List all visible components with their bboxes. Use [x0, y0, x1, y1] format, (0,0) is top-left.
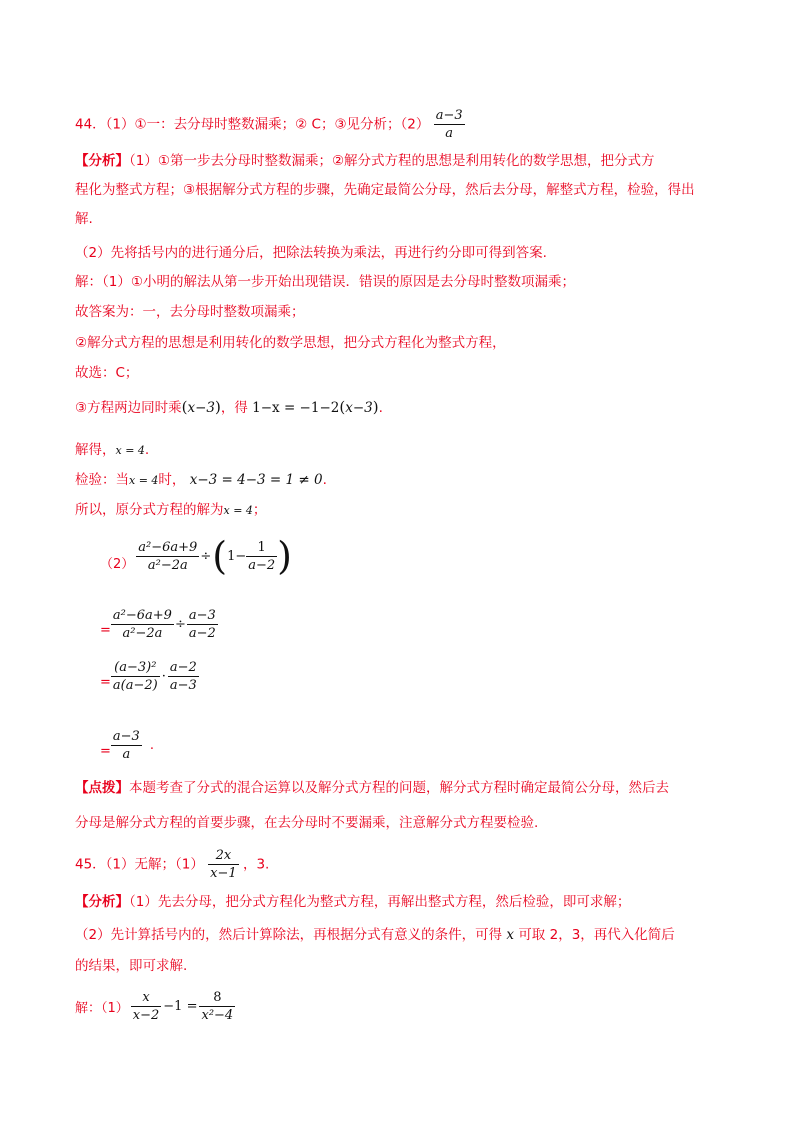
q45-head-text: ，3.	[242, 856, 270, 873]
q45-answer-fraction	[208, 847, 239, 882]
math-expression: x−3	[187, 400, 215, 416]
fraction-numerator: 8	[213, 989, 222, 1005]
q44-solution-3: ②解分式方程的思想是利用转化的数学思想，把分式方程化为整式方程，	[75, 335, 506, 351]
equals-sign: =	[100, 622, 111, 638]
fraction	[168, 659, 199, 694]
analysis-tag: 【分析】	[75, 153, 129, 169]
text: .	[378, 400, 383, 416]
fraction-denominator: x−2	[132, 1007, 160, 1023]
math-expression: 1−x = −1−2	[252, 400, 340, 416]
fraction-denominator: a−3	[169, 677, 197, 693]
fraction-denominator: a	[122, 746, 131, 762]
q45-analysis-line-3: 的结果，即可求解.	[75, 958, 188, 974]
fraction-numerator: a−3	[435, 108, 463, 123]
tip-text: 本题考查了分式的混合运算以及解分式方程的问题，解分式方程时确定最简公分母，然后去	[129, 780, 669, 796]
fraction-denominator: x−1	[210, 866, 237, 881]
fraction-denominator: x²−4	[201, 1007, 234, 1023]
math-variable: x	[506, 927, 515, 943]
text: ，得	[220, 400, 248, 416]
q44-tip-line-1	[75, 778, 669, 798]
fraction	[111, 607, 174, 642]
q44-solution-5: ③方程两边同时乘(x−3)，得 1−x = −1−2(x−3).	[75, 398, 383, 416]
text: 时，	[158, 472, 186, 488]
analysis-tag: 【分析】	[75, 894, 129, 910]
fraction	[111, 659, 160, 694]
q44-tip-line-2: 分母是解分式方程的首要步骤，在去分母时不要漏乘，注意解分式方程要检验.	[75, 815, 539, 831]
q44-solution-2: 故答案为：一，去分母时整数项漏乘；	[75, 304, 305, 320]
q45-analysis-line-2	[75, 925, 675, 945]
q44-analysis-part-2: （2）先将括号内的进行通分后，把除法转换为乘法，再进行约分即可得到答案.	[75, 245, 547, 261]
text: 检验：当	[75, 472, 129, 488]
tip-tag: 【点拨】	[75, 780, 129, 796]
math-expression: x−3 = 4−3 = 1 ≠ 0	[189, 472, 323, 488]
fraction-numerator: 2x	[215, 848, 232, 863]
fraction-denominator: a²−2a	[122, 625, 163, 641]
fraction-numerator: a−3	[112, 728, 140, 744]
math-expression: x−3	[345, 400, 373, 416]
q44-analysis-line-1	[75, 151, 655, 171]
q45-solution-1	[75, 986, 235, 1026]
fraction-denominator: a−2	[188, 625, 216, 641]
text: 解得，	[75, 442, 116, 458]
fraction	[246, 539, 277, 574]
multiply-dot: ·	[161, 668, 166, 684]
q44-header	[75, 107, 465, 142]
text: 所以，原分式方程的解为	[75, 502, 224, 518]
fraction-denominator: a	[445, 126, 454, 141]
q44-solution-4: 故选：C；	[75, 365, 139, 381]
math-expression: x = 4	[115, 444, 145, 457]
q45-analysis-line-1	[75, 892, 630, 912]
q44-solution-8	[75, 500, 266, 521]
fraction-denominator: a(a−2)	[112, 677, 158, 693]
q44-part2-expression: （2） $\frac{\text{a²−6a+9}}{\text{a²−2a}}$ ÷ ( 1− $\frac{1}{a-2}$ )	[100, 534, 292, 578]
analysis-text: （2）先计算括号内的，然后计算除法，再根据分式有意义的条件，可得	[75, 927, 503, 943]
part-label: （2）	[100, 556, 135, 572]
q44-step-3	[100, 725, 154, 765]
fraction	[111, 728, 142, 763]
fraction-numerator: x	[142, 989, 150, 1005]
q44-analysis-line-3: 解.	[75, 211, 93, 227]
math-expression: 1−	[227, 548, 247, 564]
divide-sign: ÷	[174, 616, 186, 632]
fraction-numerator: a²−6a+9	[112, 607, 172, 623]
q45-header	[75, 847, 269, 882]
text: ；	[252, 502, 267, 518]
fraction-denominator: a²−2a	[147, 557, 188, 573]
fraction-numerator: a−2	[169, 659, 197, 675]
equals-sign: =	[100, 743, 111, 759]
fraction	[131, 989, 162, 1024]
q44-answer-fraction	[434, 107, 465, 142]
fraction-numerator: a²−6a+9	[138, 539, 198, 555]
solution-label: 解：（1）	[75, 1000, 129, 1016]
period: .	[149, 737, 154, 753]
divide-sign: ÷	[200, 548, 212, 564]
math-expression: −1 =	[163, 998, 198, 1014]
fraction-numerator: (a−3)²	[114, 659, 157, 675]
analysis-text: （1）①第一步去分母时整数漏乘；②解分式方程的思想是利用转化的数学思想，把分式方	[129, 153, 655, 169]
q44-solution-7	[75, 470, 327, 491]
text: ③方程两边同时乘	[75, 400, 182, 416]
q44-step-1	[100, 604, 218, 644]
q44-head-text: 44．（1）①一：去分母时整数漏乘；② C；③见分析；（2）	[75, 116, 430, 133]
math-expression: x = 4	[129, 474, 159, 487]
fraction	[187, 607, 218, 642]
q44-step-2	[100, 652, 199, 700]
q44-solution-1: 解：（1）①小明的解法从第一步开始出现错误．错误的原因是去分母时整数项漏乘；	[75, 274, 575, 290]
math-expression: x = 4	[223, 504, 253, 517]
fraction-denominator: a−2	[248, 557, 276, 573]
fraction	[136, 539, 199, 574]
analysis-text: 可取 2，3，再代入化简后	[518, 927, 675, 943]
text: .	[322, 472, 327, 488]
fraction-numerator: 1	[257, 539, 266, 555]
q44-solution-6	[75, 440, 149, 461]
q44-analysis-line-2: 程化为整式方程；③根据解分式方程的步骤，先确定最简公分母，然后去分母，解整式方程，检验，得出	[75, 182, 695, 198]
analysis-text: （1）先去分母，把分式方程化为整式方程，再解出整式方程，然后检验，即可求解；	[129, 894, 631, 910]
q45-head-text: 45．（1）无解；（1）	[75, 856, 204, 873]
fraction-numerator: a−3	[188, 607, 216, 623]
text: .	[144, 442, 150, 458]
equals-sign: =	[100, 674, 111, 690]
fraction	[199, 989, 235, 1024]
